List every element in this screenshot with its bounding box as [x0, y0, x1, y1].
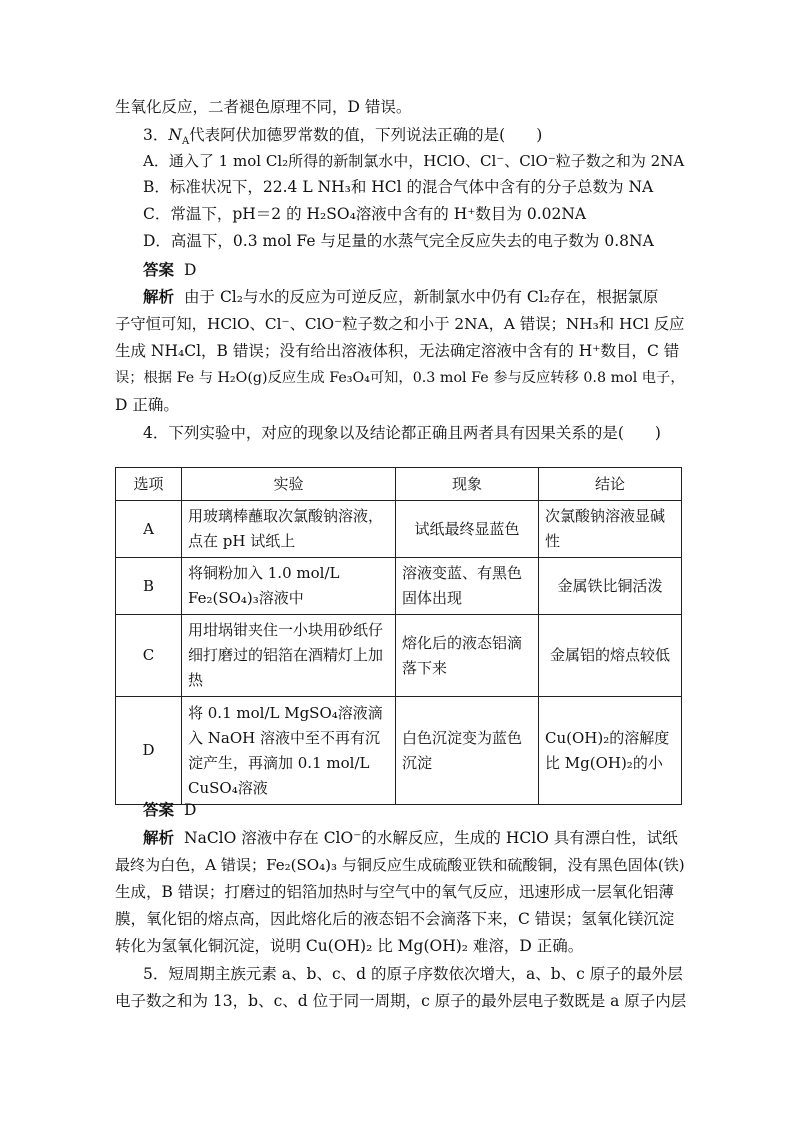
table-header-row	[116, 468, 682, 501]
table-row	[116, 697, 682, 805]
question-4-analysis-line: 生成，B 错误；打磨过的铝箔加热时与空气中的氧气反应，迅速形成一层氧化铝薄	[115, 883, 674, 901]
answer-label: 答案	[143, 801, 175, 819]
question-4-answer	[143, 797, 713, 823]
header-option: 选项	[116, 468, 182, 501]
header-experiment: 实验	[182, 468, 396, 501]
row-option: A	[116, 501, 182, 558]
header-phenomenon: 现象	[396, 468, 539, 501]
row-conclusion: 金属铝的熔点较低	[539, 615, 682, 697]
row-experiment: 将 0.1 mol/L MgSO₄溶液滴入 NaOH 溶液中至不再有沉淀产生，再滴加 0.1 mol/L CuSO₄溶液	[182, 697, 396, 805]
answer-value: D	[184, 261, 197, 279]
question-5-stem: 5．短周期主族元素 a、b、c、d 的原子序数依次增大，a、b、c 原子的最外层	[143, 965, 683, 983]
question-3-analysis-line: 生成 NH₄Cl，B 错误；没有给出溶液体积，无法确定溶液中含有的 H⁺数目，C 错	[115, 342, 680, 360]
analysis-label: 解析	[143, 288, 175, 306]
analysis-label: 解析	[143, 829, 175, 847]
question-4-stem: 4．下列实验中，对应的现象以及结论都正确且两者具有因果关系的是( )	[143, 424, 661, 442]
question-4-analysis-line: 转化为氢氧化铜沉淀，说明 Cu(OH)₂ 比 Mg(OH)₂ 难溶，D 正确。	[115, 937, 584, 955]
row-conclusion: 次氯酸钠溶液显碱性	[539, 501, 682, 558]
row-option: D	[116, 697, 182, 805]
answer-label: 答案	[143, 261, 175, 279]
row-phenomenon: 溶液变蓝、有黑色固体出现	[396, 558, 539, 615]
question-3-stem: 3．$N_A$代表阿伏加德罗常数的值，下列说法正确的是( )	[143, 126, 543, 148]
row-phenomenon: 试纸最终显蓝色	[396, 501, 539, 558]
question-3-option-c: C．常温下，pH＝2 的 H₂SO₄溶液中含有的 H⁺数目为 0.02NA	[143, 205, 587, 223]
table-row	[116, 501, 682, 558]
question-3-option-a: A．通入了 1 mol Cl₂所得的新制氯水中，HClO、Cl⁻、ClO⁻粒子数之和为 2NA	[143, 152, 685, 170]
answer-value: D	[184, 801, 197, 819]
question-4-analysis-line: 最终为白色，A 错误；Fe₂(SO₄)₃ 与铜反应生成硫酸亚铁和硫酸铜，没有黑色固体(铁)	[115, 856, 685, 874]
question-4-analysis-line: 解析 NaClO 溶液中存在 ClO⁻的水解反应，生成的 HClO 具有漂白性，试纸	[143, 829, 678, 847]
header-conclusion: 结论	[539, 468, 682, 501]
row-experiment: 用坩埚钳夹住一小块用砂纸仔细打磨过的铝箔在酒精灯上加热	[182, 615, 396, 697]
question-3-option-d: D．高温下，0.3 mol Fe 与足量的水蒸气完全反应失去的电子数为 0.8NA	[143, 232, 654, 250]
experiment-table	[115, 467, 682, 805]
table-row	[116, 558, 682, 615]
question-3-analysis-line: D 正确。	[115, 396, 179, 414]
table-row	[116, 615, 682, 697]
question-3-answer	[143, 257, 685, 283]
row-option: C	[116, 615, 182, 697]
row-conclusion: 金属铁比铜活泼	[539, 558, 682, 615]
row-experiment: 用玻璃棒蘸取次氯酸钠溶液，点在 pH 试纸上	[182, 501, 396, 558]
question-5-stem: 电子数之和为 13，b、c、d 位于同一周期，c 原子的最外层电子数既是 a 原子内层	[115, 992, 687, 1010]
question-3-analysis-line: 解析 由于 Cl₂与水的反应为可逆反应，新制氯水中仍有 Cl₂存在，根据氯原	[143, 288, 659, 306]
question-3-analysis-line: 误；根据 Fe 与 H₂O(g)反应生成 Fe₃O₄可知，0.3 mol Fe 参与反应转移 0.8 mol 电子，	[115, 370, 685, 386]
row-phenomenon: 白色沉淀变为蓝色沉淀	[396, 697, 539, 805]
row-phenomenon: 熔化后的液态铝滴落下来	[396, 615, 539, 697]
row-conclusion: Cu(OH)₂的溶解度比 Mg(OH)₂的小	[539, 697, 682, 805]
continuation-line: 生氧化反应，二者褪色原理不同，D 错误。	[115, 98, 412, 116]
question-4-analysis-line: 膜，氧化铝的熔点高，因此熔化后的液态铝不会滴落下来，C 错误；氢氧化镁沉淀	[115, 910, 675, 928]
question-3-option-b: B．标准状况下，22.4 L NH₃和 HCl 的混合气体中含有的分子总数为 NA	[143, 178, 654, 196]
question-3-analysis-line: 子守恒可知，HClO、Cl⁻、ClO⁻粒子数之和小于 2NA，A 错误；NH₃和 HCl 反应	[115, 315, 685, 333]
row-option: B	[116, 558, 182, 615]
row-experiment: 将铜粉加入 1.0 mol/L Fe₂(SO₄)₃溶液中	[182, 558, 396, 615]
